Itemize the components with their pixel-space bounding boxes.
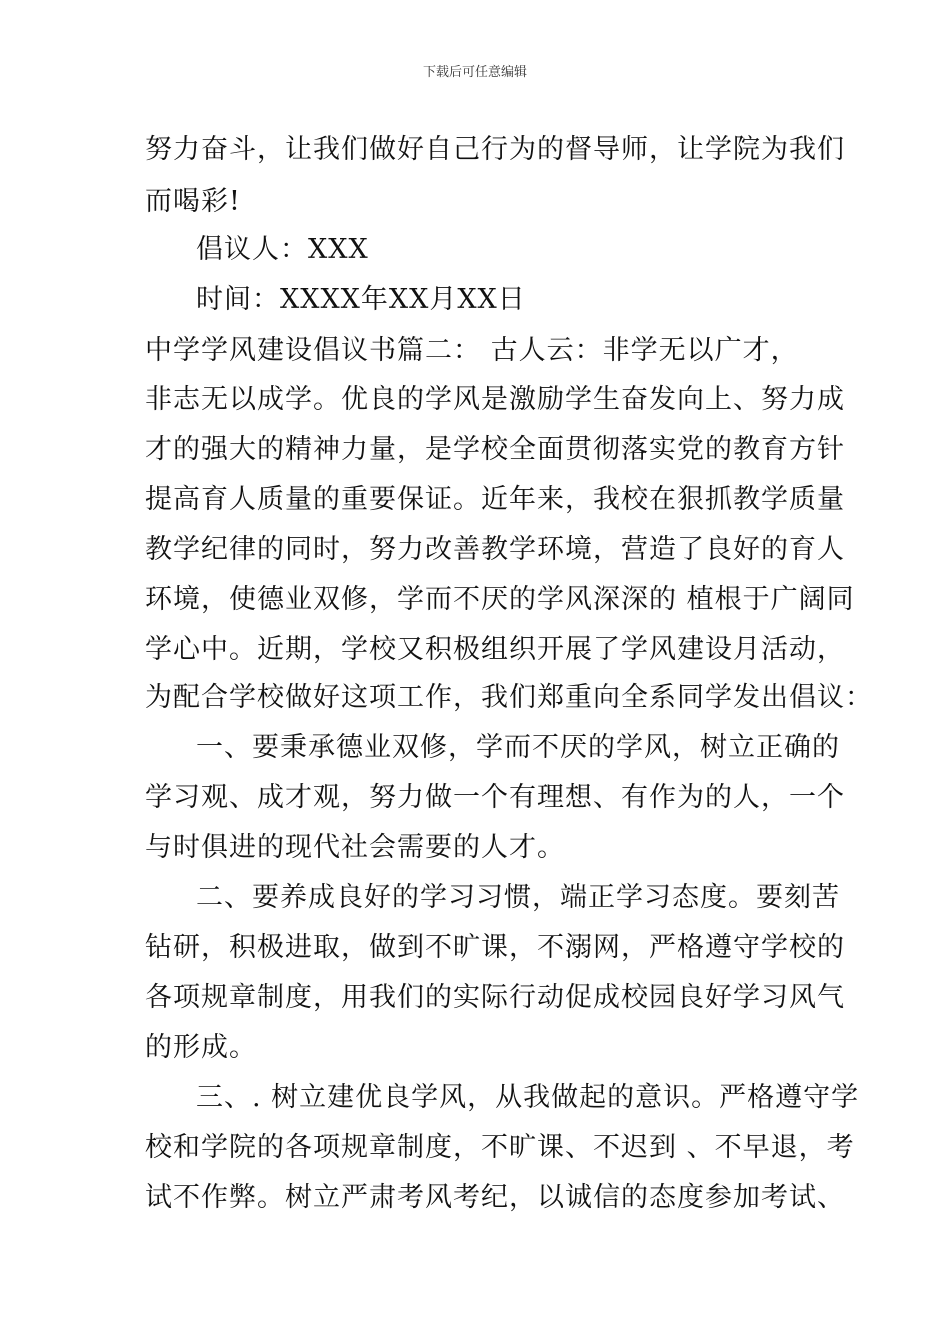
text-line: 环境，使德业双修，学而不厌的学风深深的 植根于广阔同: [145, 584, 855, 615]
page-header: 下载后可任意编辑: [422, 65, 527, 80]
text-line: 为配合学校做好这项工作，我们郑重向全系同学发出倡议：: [145, 682, 873, 713]
text-line: 学心中。近期，学校又积极组织开展了学风建设月活动，: [145, 634, 845, 665]
text-line: 提高育人质量的重要保证。近年来，我校在狠抓教学质量: [145, 484, 845, 515]
text-line: 钻研，积极进取，做到不旷课，不溺网，严格遵守学校的: [145, 932, 845, 963]
text-line: 教学纪律的同时，努力改善教学环境，营造了良好的育人: [145, 534, 845, 565]
proposal-item-3: 三、. 树立建优良学风，从我做起的意识。严格遵守学: [196, 1082, 860, 1113]
text-line: 校和学院的各项规章制度，不旷课、不迟到 、不早退，考: [145, 1132, 855, 1163]
text-line: 的形成。: [145, 1032, 257, 1063]
text-line: 努力奋斗，让我们做好自己行为的督导师，让学院为我们: [145, 134, 845, 165]
text-line: 各项规章制度，用我们的实际行动促成校园良好学习风气: [145, 982, 845, 1013]
proposal-item-1: 一、要秉承德业双修，学而不厌的学风，树立正确的: [196, 732, 840, 763]
text-line: 与时俱进的现代社会需要的人才。: [145, 832, 565, 863]
section-title-line: 中学学风建设倡议书篇二： 古人云：非学无以广才，: [145, 335, 799, 366]
signatory-line: 倡议人：XXX: [196, 234, 369, 265]
date-line: 时间：XXXX年XX月XX日: [196, 284, 526, 315]
text-line: 试不作弊。树立严肃考风考纪，以诚信的态度参加考试、: [145, 1182, 845, 1213]
text-line: 才的强大的精神力量，是学校全面贯彻落实党的教育方针: [145, 434, 845, 465]
text-line: 非志无以成学。优良的学风是激励学生奋发向上、努力成: [145, 384, 845, 415]
text-line: 而喝彩!: [145, 186, 241, 217]
proposal-item-2: 二、要养成良好的学习习惯，端正学习态度。要刻苦: [196, 882, 840, 913]
text-line: 学习观、成才观，努力做一个有理想、有作为的人，一个: [145, 782, 845, 813]
